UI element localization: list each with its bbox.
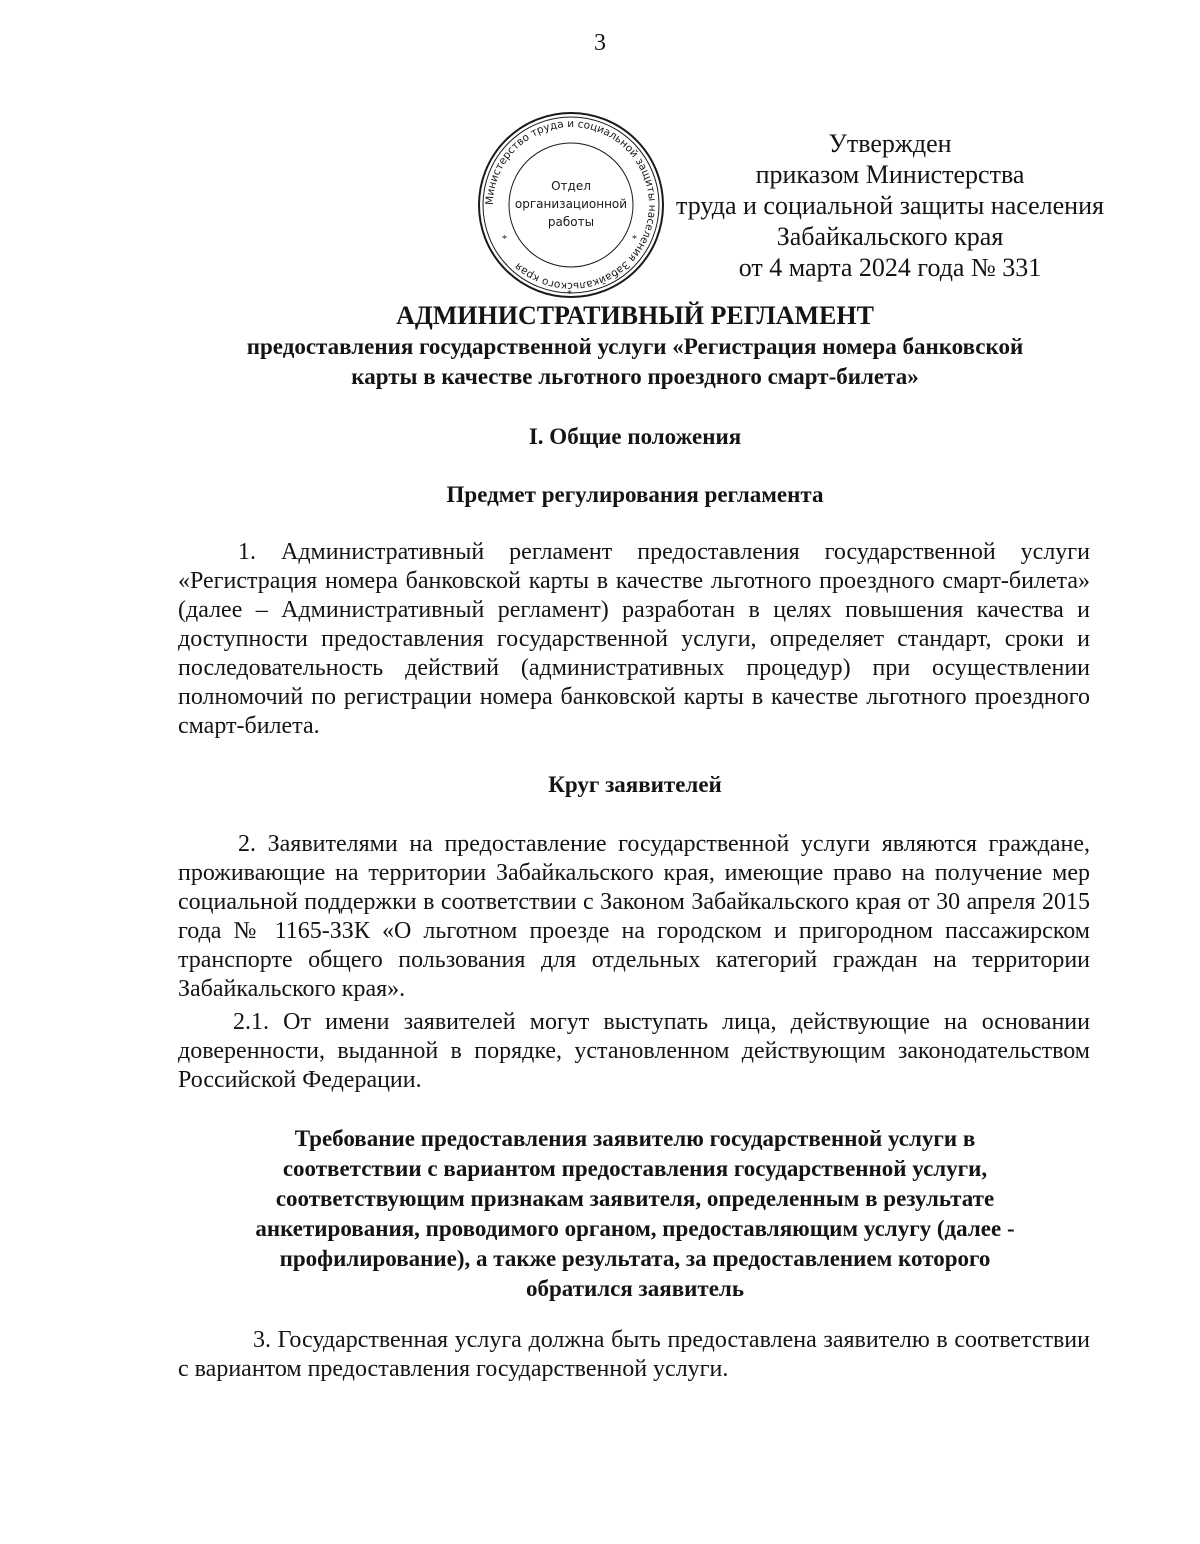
seal-center-line-3: работы (547, 215, 595, 229)
approval-line-4: Забайкальского края (776, 222, 1004, 251)
svg-text:*: * (567, 289, 572, 298)
approval-line-5: от 4 марта 2024 года № 331 (738, 253, 1042, 282)
requirement-heading-line-4: анкетирования, проводимого органом, предоставляющим услугу (далее - (255, 1216, 1015, 1241)
approval-line-2: приказом Министерства (755, 160, 1025, 189)
section-heading-subject: Предмет регулирования регламента (446, 482, 824, 507)
paragraph-2-1: 2.1. От имени заявителей могут выступать лица, действующие на основании доверенности, выданной в порядке, установленном действующим законодательством Российской Федерации. (178, 1009, 1090, 1093)
section-heading-applicants: Круг заявителей (548, 772, 722, 797)
section-heading-requirement (175, 1124, 1095, 1304)
document-title: АДМИНИСТРАТИВНЫЙ РЕГЛАМЕНТ (396, 301, 874, 330)
approval-block (640, 128, 1140, 283)
document-subtitle-line-1: предоставления государственной услуги «Регистрация номера банковской (246, 334, 1024, 359)
seal-center-line-1: Отдел (551, 179, 591, 193)
paragraph-2: 2. Заявителями на предоставление государственной услуги являются граждане, проживающие на территории Забайкальского края, имеющие право на получение мер социальной поддержки в соответствии с Законом Забайкальского края от 30 апреля 2015 года № 1165-ЗЗК «О льготном проезде на городском и пригородном пассажирском транспорте общего пользования для отдельных категорий граждан на территории Забайкальского края». (178, 831, 1090, 1002)
svg-text:*: * (502, 234, 507, 245)
requirement-heading-line-2: соответствии с вариантом предоставления государственной услуги, (282, 1156, 988, 1181)
seal-center-line-2: организационной (514, 197, 628, 211)
requirement-heading-line-5: профилирование), а также результата, за предоставлением которого (279, 1246, 991, 1271)
paragraph-3: 3. Государственная услуга должна быть предоставлена заявителю в соответствии с вариантом предоставления государственной услуги. (178, 1327, 1090, 1382)
page-number: 3 (594, 30, 606, 56)
document-subtitle-line-2: карты в качестве льготного проездного смарт-билета» (351, 364, 919, 389)
section-heading-general: I. Общие положения (528, 424, 742, 449)
svg-text:Министерство труда и социально: Министерство труда и социальной защиты населения Забайкальского края (483, 117, 659, 293)
paragraph-1: 1. Административный регламент предоставления государственной услуги «Регистрация номера банковской карты в качестве льготного проездного смарт-билета» (далее – Административный регламент) разработан в целях повышения качества и доступности предоставления государственной услуги, определяет стандарт, сроки и последовательность действий (административных процедур) при осуществлении полномочий по регистрации номера банковской карты в качестве льготного проездного смарт-билета. (178, 539, 1090, 739)
svg-text:*: * (632, 234, 637, 245)
requirement-heading-line-3: соответствующим признакам заявителя, определенным в результате (275, 1186, 995, 1211)
approval-line-1: Утвержден (828, 129, 952, 158)
document-title-block (175, 300, 1095, 392)
requirement-heading-line-6: обратился заявитель (526, 1276, 744, 1301)
approval-line-3: труда и социальной защиты населения (676, 191, 1104, 220)
requirement-heading-line-1: Требование предоставления заявителю государственной услуги в (294, 1126, 976, 1151)
